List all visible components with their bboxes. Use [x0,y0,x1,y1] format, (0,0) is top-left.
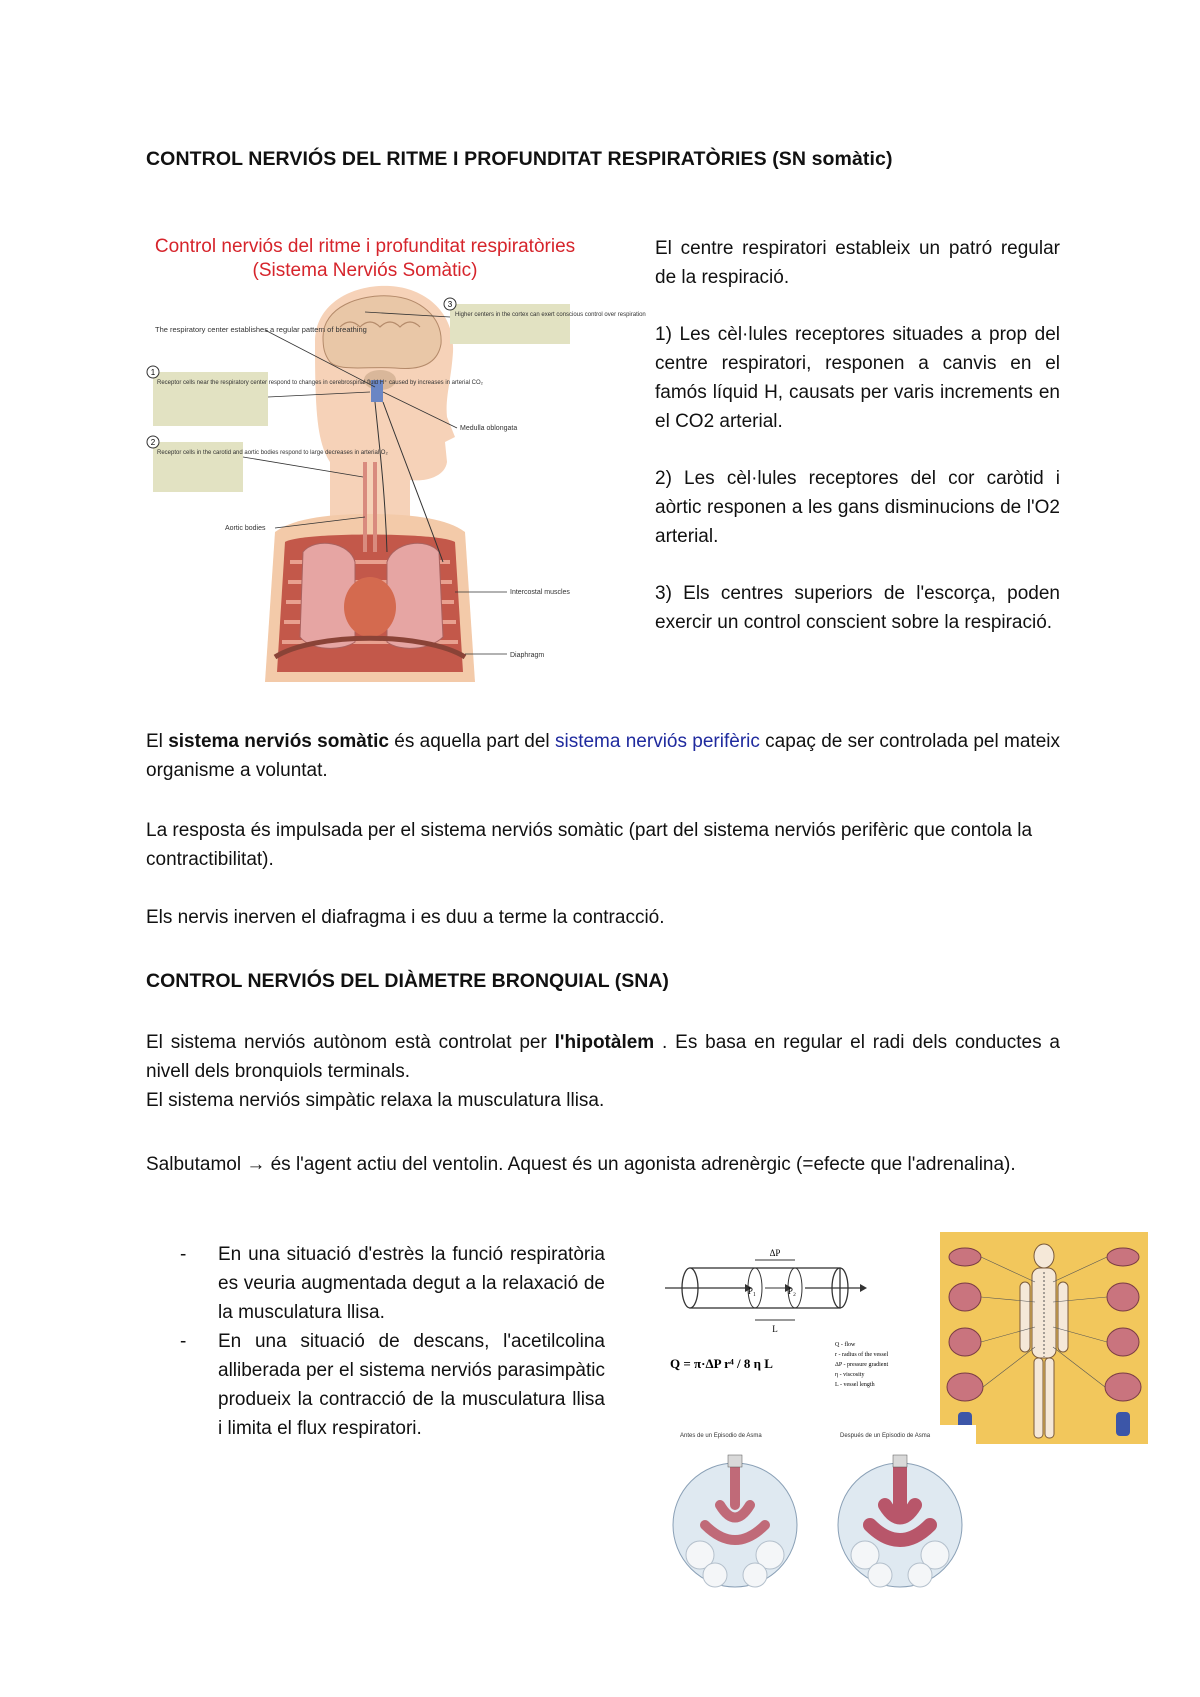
section-heading-somatic: CONTROL NERVIÓS DEL RITME I PROFUNDITAT RESPIRATÒRIES (SN somàtic) [146,148,893,170]
para-nerves: Els nervis inerven el diafragma i es duu a terme la contracció. [146,907,665,928]
figure-title-line2: (Sistema Nerviós Somàtic) [252,260,478,281]
label-medulla: Medulla oblongata [460,425,518,432]
bullet-list [180,1240,605,1443]
asthma-title-before: Antes de un Episodio de Asma [680,1433,762,1439]
para-salbutamol: Salbutamol → és l'agent actiu del ventolin. Aquest és un agonista adrenèrgic (=efecte que l'adrenalina). [146,1154,1016,1175]
right-column-text [655,234,1060,665]
legend-line: L - vessel length [835,1382,875,1388]
para-sympathetic: El sistema nerviós simpàtic relaxa la musculatura llisa. [146,1090,605,1111]
label-length: L [772,1324,778,1334]
para-response: La resposta és impulsada per el sistema nerviós somàtic (part del sistema nerviós perifèric que contola la contractibilitat). [146,820,1033,870]
svg-text:The respiratory center establi: The respiratory center establishes a regular pattern of breathing [155,325,367,334]
legend-line: ΔP - pressure gradient [835,1362,889,1368]
right-para-1: 1) Les cèl·lules receptores situades a prop del centre respiratori, responen a canvis en el famós líquid H, causats per varis increments en el CO2 arterial. [655,324,1060,432]
bullet-item: - En una situació de descans, l'acetilcolina alliberada per el sistema nerviós parasimpàtic produeix la contracció de la musculatura llisa i limita el flux respiratori. [180,1331,605,1439]
svg-text:Receptor cells near the respir: Receptor cells near the respiratory center respond to changes in cerebrospinal fluid H⁺ caused by increases in arterial CO₂ [157,380,483,386]
bullet-item: - En una situació d'estrès la funció respiratòria es veuria augmentada degut a la relaxació de la musculatura llisa. [180,1244,605,1323]
label-p2: P₂ [787,1286,797,1296]
svg-text:3: 3 [447,300,453,309]
label-diaphragm: Diaphragm [510,652,545,659]
svg-text:Higher centers in the cortex c: Higher centers in the cortex can exert conscious control over respiration [455,312,646,318]
asthma-episode-figure [660,1425,976,1605]
label-aortic-bodies: Aortic bodies [225,525,266,532]
right-para-3: 3) Els centres superiors de l'escorça, poden exercir un control conscient sobre la respiració. [655,583,1060,633]
respiratory-control-figure [125,232,646,682]
section-heading-bronchial: CONTROL NERVIÓS DEL DIÀMETRE BRONQUIAL (SNA) [146,970,669,992]
para-somatic: El sistema nerviós somàtic és aquella part del sistema nerviós perifèric capaç de ser controlada pel mateix organisme a voluntat. [146,731,1060,781]
svg-text:Receptor cells in the carotid: Receptor cells in the carotid and aortic bodies respond to large decreases in arterial O₂ [157,450,388,456]
right-lung [387,543,443,648]
legend-line: η - viscosity [835,1372,865,1378]
asthma-title-after: Después de un Episodio de Asma [840,1433,931,1439]
figure-title-line1: Control nerviós del ritme i profunditat respiratòries [154,236,576,257]
link-peripheral-nervous-system[interactable]: sistema nerviós perifèric [554,731,760,752]
svg-text:2: 2 [150,438,156,447]
bold-hypothalamus: l'hipotàlem [554,1032,655,1053]
label-p1: P₁ [747,1286,757,1296]
right-para-0: El centre respiratori estableix un patró regular de la respiració. [655,238,1060,288]
bold-somatic: sistema nerviós somàtic [168,731,389,752]
poiseuille-formula: Q = π·ΔP r⁴ / 8 η L [670,1356,773,1371]
right-para-2: 2) Les cèl·lules receptores del cor caròtid i aòrtic responen a les gans disminucions de l'O2 arterial. [655,468,1060,547]
para-autonomic: El sistema nerviós autònom està controlat per l'hipotàlem . Es basa en regular el radi dels conductes a nivell dels bronquiols terminals. El sistema nerviós simpàtic relaxa la musculatura llisa. [146,1028,1060,1115]
svg-text:1: 1 [150,368,156,377]
heart [344,577,396,637]
autonomic-nervous-system-figure [940,1232,1148,1444]
label-intercostal: Intercostal muscles [510,589,570,596]
label-delta-p: ΔP [769,1248,781,1258]
legend-line: Q - flow [835,1342,856,1348]
legend-line: r - radius of the vessel [835,1352,889,1358]
poiseuille-figure [660,1230,980,1410]
